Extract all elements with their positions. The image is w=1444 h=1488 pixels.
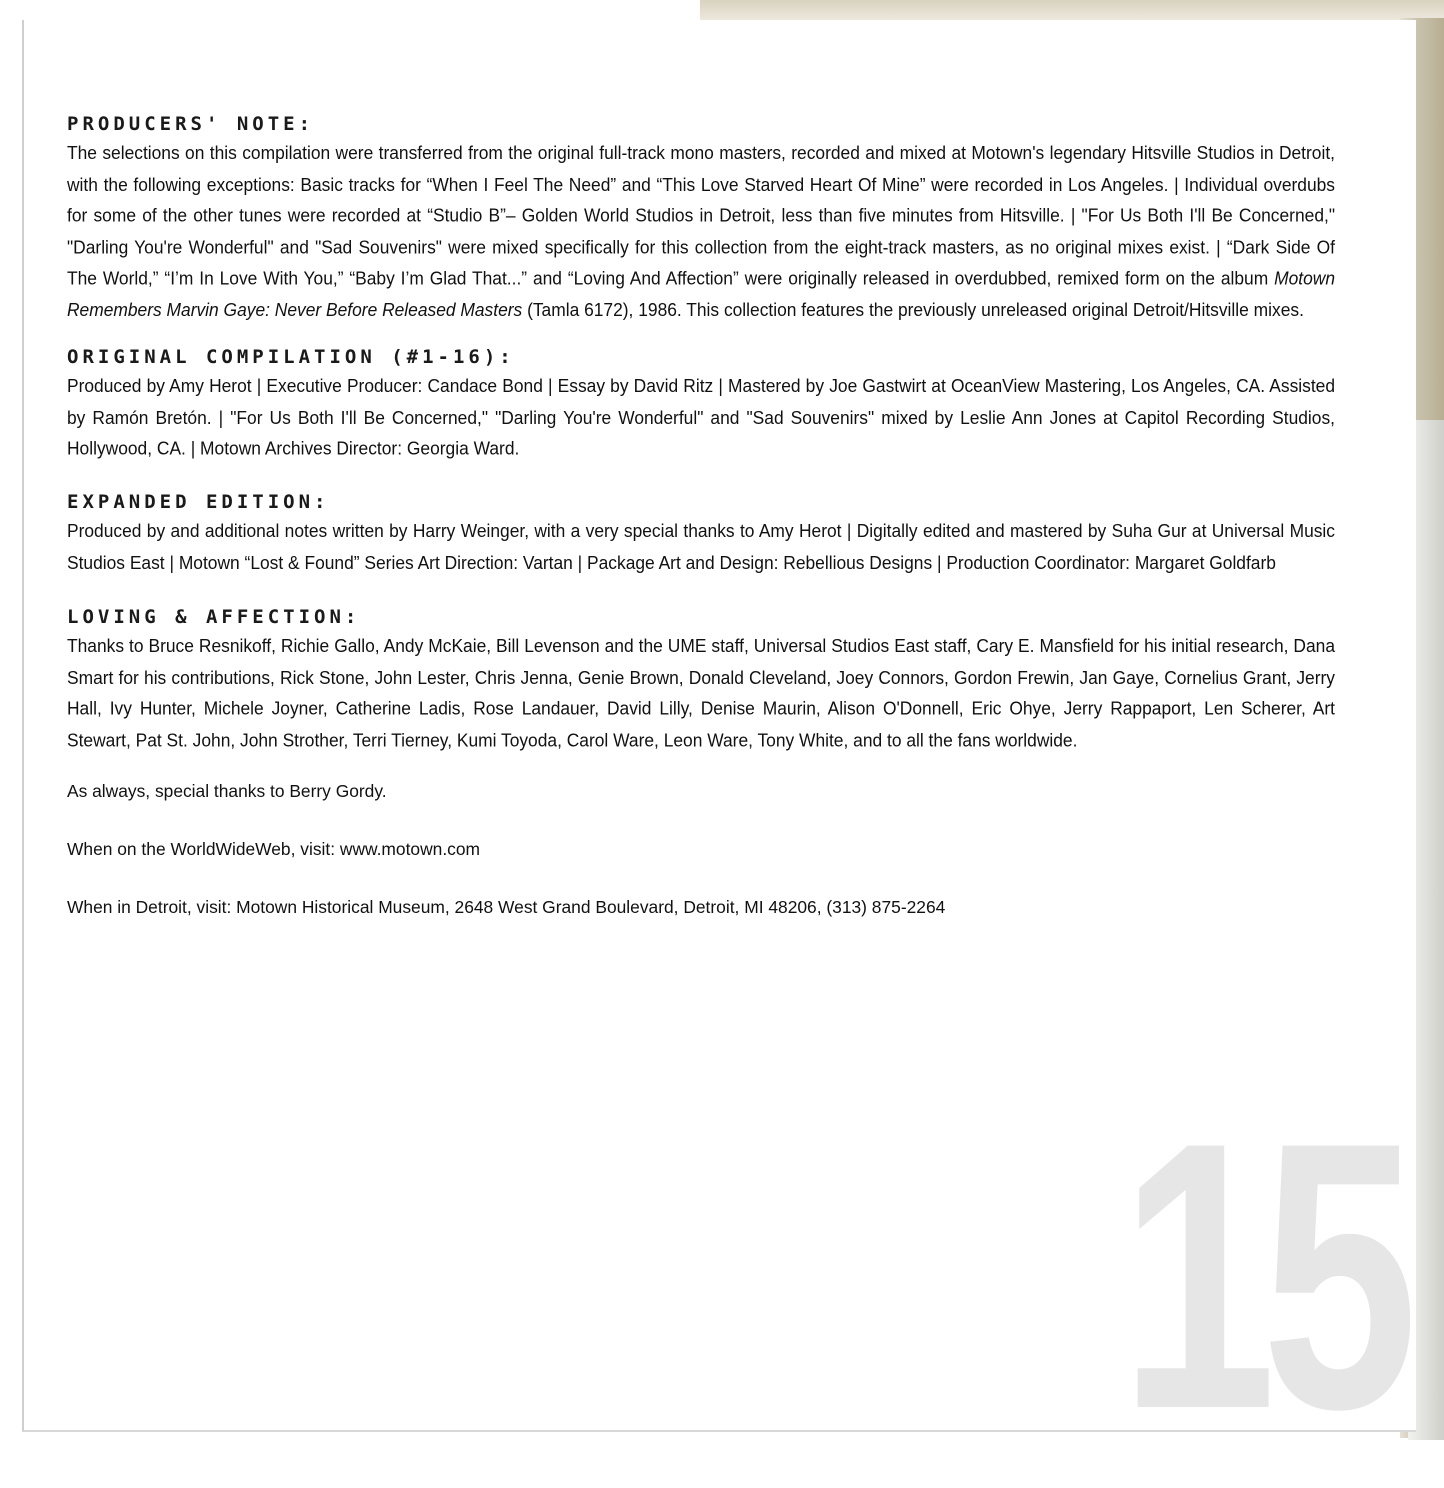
section-body: The selections on this compilation were transferred from the original full-track mono masters, recorded and mixed at Motown's legendary Hitsville Studios in Detroit, with the following exceptions: Basic tracks for “When I Feel The Need” and “This Love Starved Heart Of Mine” were recorded in Los Angeles. | Individual overdubs for some of the other tunes were recorded at “Studio B”– Golden World Studios in Detroit, less than five minutes from Hitsville. | "For Us Both I'll Be Concerned," "Darling You're Wonderful" and "Sad Souvenirs" were mixed specifically for this collection from the eight-track masters, as no original mixes exist. | “Dark Side Of The World,” “I’m In Love With You,” “Baby I’m Glad That...” and “Loving And Affection” were originally released in overdubbed, remixed form on the album Motown Remembers Marvin Gaye: Never Before Released Masters (Tamla 6172), 1986. This collection features the previously unreleased original Detroit/Hitsville mixes. (67, 142, 1335, 320)
section-body: Produced by and additional notes written by Harry Weinger, with a very special thanks to Amy Herot | Digitally edited and mastered by Suha Gur at Universal Music Studios East | Motown “Lost & Found” Series Art Direction: Vartan | Package Art and Design: Rebellious Designs | Production Coordinator: Margaret Goldfarb (67, 519, 1335, 573)
album-title: Motown Remembers Marvin Gaye: Never Before Released Masters (67, 267, 1335, 320)
booklet-page (22, 20, 1416, 1488)
museum-line: When in Detroit, visit: Motown Historical Museum, 2648 West Grand Boulevard, Detroit, MI 48206, (313) 875-2264 (67, 896, 946, 917)
credits-content (67, 112, 1335, 953)
section-heading: PRODUCERS' NOTE: (67, 113, 315, 135)
section-heading: EXPANDED EDITION: (67, 490, 330, 513)
page-number: 15 (1120, 1063, 1404, 1488)
section-expanded-edition (67, 490, 1335, 575)
section-heading: ORIGINAL COMPILATION (#1-16): (67, 346, 515, 368)
thanks-berry-gordy: As always, special thanks to Berry Gordy. (67, 780, 387, 801)
section-body: Produced by Amy Herot | Executive Producer: Candace Bond | Essay by David Ritz | Mastered by Joe Gastwirt at OceanView Mastering, Los Angeles, CA. Assisted by Ramón Bretón. | "For Us Both I'll Be Concerned," "Darling You're Wonderful" and "Sad Souvenirs" mixed by Leslie Ann Jones at Capitol Recording Studios, Hollywood, CA. | Motown Archives Director: Georgia Ward. (67, 375, 1335, 459)
section-body: Thanks to Bruce Resnikoff, Richie Gallo, Andy McKaie, Bill Levenson and the UME staff, Universal Studios East staff, Cary E. Mansfield for his initial research, Dana Smart for his contributions, Rick Stone, John Lester, Chris Jenna, Genie Brown, Donald Cleveland, Joey Connors, Gordon Frewin, Jan Gaye, Cornelius Grant, Jerry Hall, Ivy Hunter, Michele Joyner, Catherine Ladis, Rose Landauer, David Lilly, Denise Maurin, Alison O'Donnell, Eric Ohye, Jerry Rappaport, Len Scherer, Art Stewart, Pat St. John, John Strother, Terri Tierney, Kumi Toyoda, Carol Ware, Leon Ware, Tony White, and to all the fans worldwide. (67, 634, 1335, 750)
section-heading: LOVING & AFFECTION: (67, 605, 361, 628)
section-original-compilation (67, 345, 1335, 460)
section-producers-note (67, 112, 1335, 320)
section-loving-affection (67, 605, 1335, 749)
website-line: When on the WorldWideWeb, visit: www.motown.com (67, 838, 481, 859)
scan-top-edge (700, 0, 1444, 20)
